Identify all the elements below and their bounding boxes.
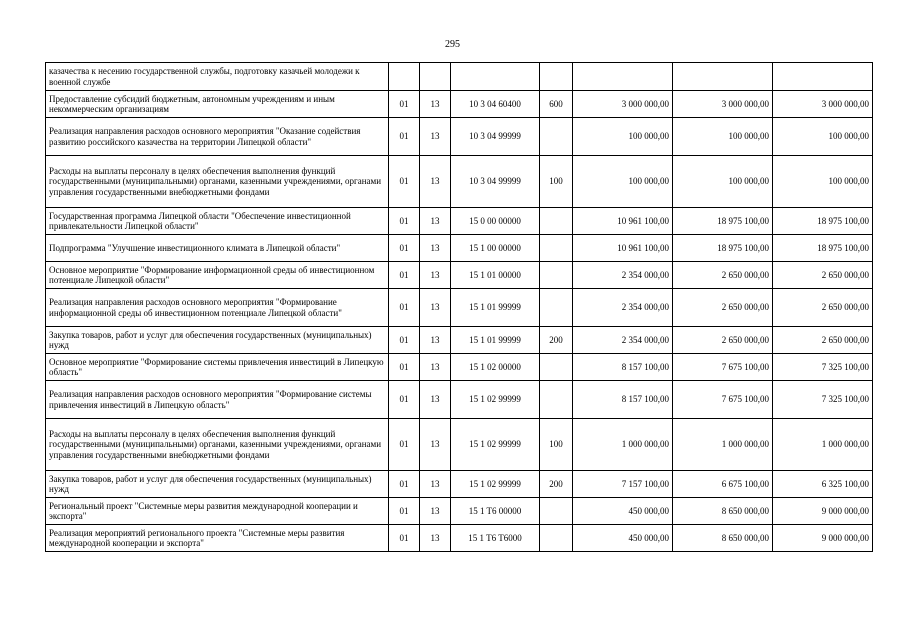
cell-sum-2: 2 650 000,00 [673, 327, 773, 354]
cell-razdel: 13 [420, 354, 451, 381]
cell-csr: 15 1 T6 00000 [451, 498, 540, 525]
cell-razdel: 13 [420, 289, 451, 327]
page-number: 295 [445, 39, 460, 50]
cell-razdel: 13 [420, 327, 451, 354]
cell-csr: 10 3 04 99999 [451, 156, 540, 208]
table-row [46, 354, 873, 381]
cell-name: Закупка товаров, работ и услуг для обеспечения государственных (муниципальных) нужд [46, 471, 389, 498]
cell-sum-3: 9 000 000,00 [773, 498, 873, 525]
cell-sum-1: 7 157 100,00 [573, 471, 673, 498]
cell-sum-1: 8 157 100,00 [573, 354, 673, 381]
table-row [46, 91, 873, 118]
cell-sum-2: 8 650 000,00 [673, 498, 773, 525]
cell-vr [540, 118, 573, 156]
cell-razdel: 13 [420, 525, 451, 552]
cell-csr: 15 1 00 00000 [451, 235, 540, 262]
cell-sum-1: 100 000,00 [573, 118, 673, 156]
cell-sum-2: 1 000 000,00 [673, 419, 773, 471]
cell-csr: 15 1 T6 T6000 [451, 525, 540, 552]
cell-vr [540, 498, 573, 525]
cell-vr: 200 [540, 327, 573, 354]
cell-sum-1: 2 354 000,00 [573, 262, 673, 289]
cell-razdel: 13 [420, 419, 451, 471]
cell-razdel: 13 [420, 381, 451, 419]
cell-csr: 15 1 01 99999 [451, 327, 540, 354]
cell-sum-2: 2 650 000,00 [673, 289, 773, 327]
cell-razdel: 13 [420, 156, 451, 208]
cell-csr: 15 1 02 00000 [451, 354, 540, 381]
cell-sum-3: 100 000,00 [773, 118, 873, 156]
cell-sum-1: 2 354 000,00 [573, 327, 673, 354]
cell-ved: 01 [389, 327, 420, 354]
cell-ved: 01 [389, 208, 420, 235]
cell-ved: 01 [389, 354, 420, 381]
cell-csr: 10 3 04 99999 [451, 118, 540, 156]
cell-sum-2 [673, 63, 773, 91]
cell-vr [540, 354, 573, 381]
cell-name: казачества к несению государственной службы, подготовку казачьей молодежи к военной службе [46, 63, 389, 91]
cell-name: Государственная программа Липецкой области "Обеспечение инвестиционной привлекательности Липецкой области" [46, 208, 389, 235]
cell-ved: 01 [389, 262, 420, 289]
cell-csr [451, 63, 540, 91]
cell-name: Реализация мероприятий регионального проекта "Системные меры развития международной кооперации и экспорта" [46, 525, 389, 552]
table-row [46, 63, 873, 91]
cell-sum-1 [573, 63, 673, 91]
cell-name: Реализация направления расходов основного мероприятия "Формирование информационной среды об инвестиционном потенциале Липецкой области" [46, 289, 389, 327]
cell-name: Расходы на выплаты персоналу в целях обеспечения выполнения функций государственными (муниципальными) органами, казенными учреждениями, органами управления государственными внебюджетными фондами [46, 156, 389, 208]
table-row [46, 235, 873, 262]
cell-sum-1: 100 000,00 [573, 156, 673, 208]
table-body [46, 63, 873, 552]
cell-sum-2: 3 000 000,00 [673, 91, 773, 118]
table-row [46, 118, 873, 156]
cell-sum-1: 1 000 000,00 [573, 419, 673, 471]
cell-csr: 15 1 02 99999 [451, 381, 540, 419]
cell-sum-3: 7 325 100,00 [773, 354, 873, 381]
cell-sum-1: 10 961 100,00 [573, 208, 673, 235]
cell-sum-3: 2 650 000,00 [773, 327, 873, 354]
cell-name: Расходы на выплаты персоналу в целях обеспечения выполнения функций государственными (муниципальными) органами, казенными учреждениями, органами управления государственными внебюджетными фондами [46, 419, 389, 471]
cell-name: Реализация направления расходов основного мероприятия "Формирование системы привлечения инвестиций в Липецкую область" [46, 381, 389, 419]
cell-razdel: 13 [420, 118, 451, 156]
cell-razdel: 13 [420, 471, 451, 498]
cell-ved: 01 [389, 419, 420, 471]
cell-vr: 100 [540, 419, 573, 471]
table-row [46, 525, 873, 552]
cell-csr: 15 1 01 00000 [451, 262, 540, 289]
cell-sum-1: 8 157 100,00 [573, 381, 673, 419]
cell-ved: 01 [389, 235, 420, 262]
cell-sum-2: 7 675 100,00 [673, 354, 773, 381]
cell-name: Основное мероприятие "Формирование системы привлечения инвестиций в Липецкую область" [46, 354, 389, 381]
cell-sum-3: 2 650 000,00 [773, 262, 873, 289]
cell-sum-2: 100 000,00 [673, 156, 773, 208]
cell-sum-2: 100 000,00 [673, 118, 773, 156]
table-row [46, 262, 873, 289]
cell-sum-3 [773, 63, 873, 91]
cell-sum-3: 6 325 100,00 [773, 471, 873, 498]
cell-csr: 15 1 01 99999 [451, 289, 540, 327]
cell-vr: 600 [540, 91, 573, 118]
cell-razdel: 13 [420, 208, 451, 235]
cell-sum-2: 6 675 100,00 [673, 471, 773, 498]
cell-ved: 01 [389, 471, 420, 498]
table-row [46, 327, 873, 354]
cell-vr [540, 525, 573, 552]
cell-sum-1: 3 000 000,00 [573, 91, 673, 118]
cell-sum-1: 10 961 100,00 [573, 235, 673, 262]
table-row [46, 419, 873, 471]
cell-sum-2: 8 650 000,00 [673, 525, 773, 552]
cell-vr [540, 289, 573, 327]
cell-ved: 01 [389, 118, 420, 156]
cell-csr: 15 1 02 99999 [451, 419, 540, 471]
cell-sum-2: 2 650 000,00 [673, 262, 773, 289]
cell-sum-1: 450 000,00 [573, 498, 673, 525]
cell-vr [540, 381, 573, 419]
cell-razdel: 13 [420, 91, 451, 118]
cell-ved: 01 [389, 381, 420, 419]
cell-vr [540, 235, 573, 262]
cell-vr: 100 [540, 156, 573, 208]
cell-name: Основное мероприятие "Формирование информационной среды об инвестиционном потенциале Липецкой области" [46, 262, 389, 289]
cell-vr [540, 208, 573, 235]
cell-name: Реализация направления расходов основного мероприятия "Оказание содействия развитию российского казачества на территории Липецкой области" [46, 118, 389, 156]
cell-ved [389, 63, 420, 91]
budget-table [45, 62, 873, 552]
table-row [46, 289, 873, 327]
cell-sum-3: 9 000 000,00 [773, 525, 873, 552]
cell-vr [540, 63, 573, 91]
cell-name: Предоставление субсидий бюджетным, автономным учреждениям и иным некоммерческим организациям [46, 91, 389, 118]
cell-sum-3: 100 000,00 [773, 156, 873, 208]
cell-vr: 200 [540, 471, 573, 498]
cell-sum-3: 2 650 000,00 [773, 289, 873, 327]
cell-sum-3: 1 000 000,00 [773, 419, 873, 471]
table-row [46, 498, 873, 525]
cell-sum-1: 2 354 000,00 [573, 289, 673, 327]
table-row [46, 471, 873, 498]
cell-sum-3: 18 975 100,00 [773, 208, 873, 235]
cell-name: Региональный проект "Системные меры развития международной кооперации и экспорта" [46, 498, 389, 525]
cell-ved: 01 [389, 498, 420, 525]
cell-razdel: 13 [420, 235, 451, 262]
cell-razdel: 13 [420, 498, 451, 525]
cell-csr: 15 1 02 99999 [451, 471, 540, 498]
cell-sum-2: 18 975 100,00 [673, 208, 773, 235]
cell-ved: 01 [389, 525, 420, 552]
cell-sum-3: 7 325 100,00 [773, 381, 873, 419]
cell-sum-1: 450 000,00 [573, 525, 673, 552]
table-row [46, 381, 873, 419]
cell-sum-3: 3 000 000,00 [773, 91, 873, 118]
cell-name: Закупка товаров, работ и услуг для обеспечения государственных (муниципальных) нужд [46, 327, 389, 354]
table-row [46, 208, 873, 235]
table-row [46, 156, 873, 208]
cell-sum-3: 18 975 100,00 [773, 235, 873, 262]
cell-csr: 10 3 04 60400 [451, 91, 540, 118]
cell-razdel: 13 [420, 262, 451, 289]
cell-sum-2: 18 975 100,00 [673, 235, 773, 262]
cell-vr [540, 262, 573, 289]
cell-ved: 01 [389, 289, 420, 327]
cell-ved: 01 [389, 91, 420, 118]
cell-name: Подпрограмма "Улучшение инвестиционного климата в Липецкой области" [46, 235, 389, 262]
cell-razdel [420, 63, 451, 91]
cell-ved: 01 [389, 156, 420, 208]
cell-sum-2: 7 675 100,00 [673, 381, 773, 419]
cell-csr: 15 0 00 00000 [451, 208, 540, 235]
